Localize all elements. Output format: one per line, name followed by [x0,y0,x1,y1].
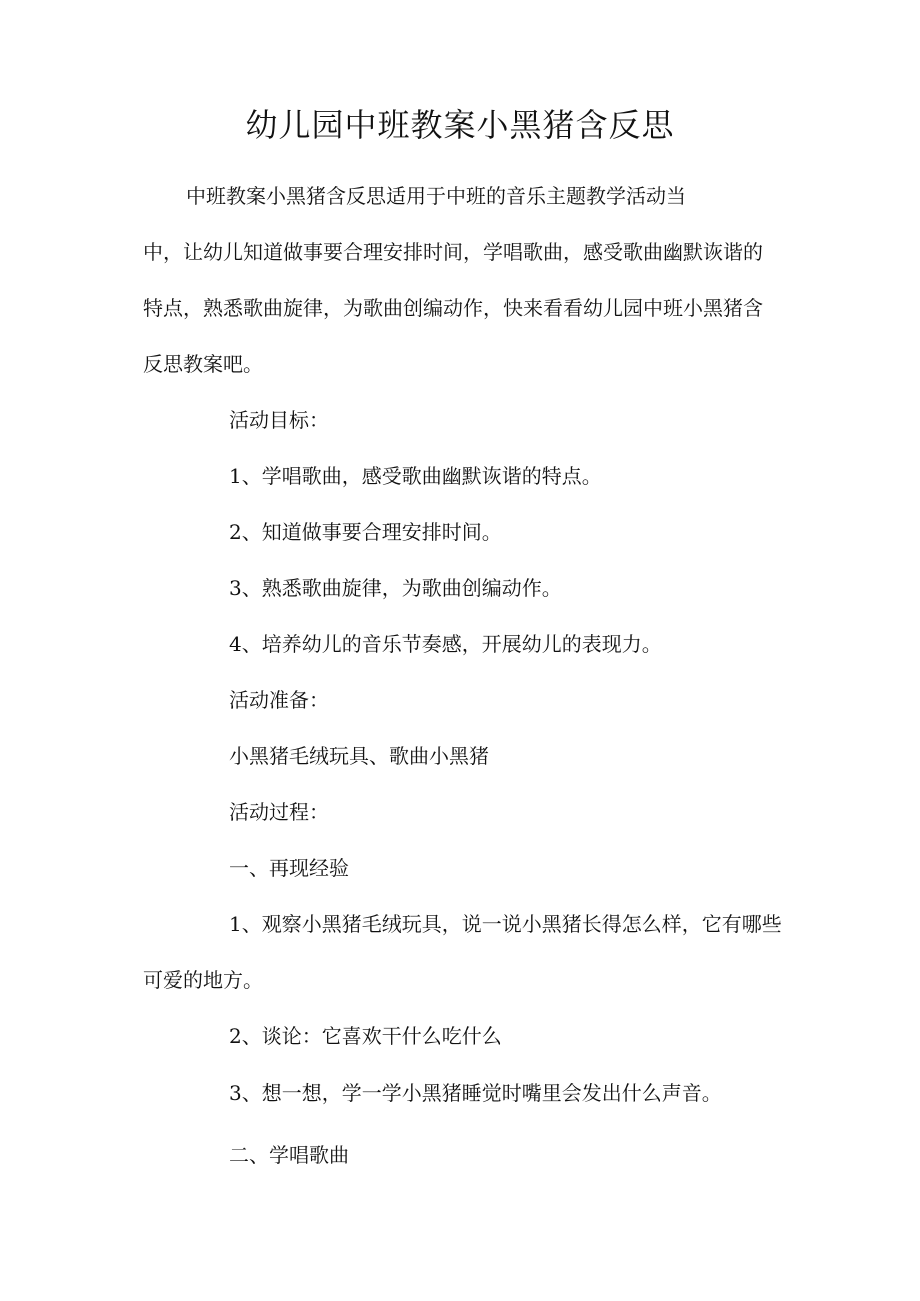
preparation-content: 小黑猪毛绒玩具、歌曲小黑猪 [229,744,489,768]
process-item-3: 3、想一想，学一学小黑猪睡觉时嘴里会发出什么声音。 [229,1081,722,1105]
intro-line-1: 中班教案小黑猪含反思适用于中班的音乐主题教学活动当 [186,184,686,208]
intro-line-2: 中，让幼儿知道做事要合理安排时间，学唱歌曲，感受歌曲幽默诙谐的 [143,240,763,264]
process-section-1-heading: 一、再现经验 [229,856,349,880]
goals-heading: 活动目标： [229,408,329,432]
intro-line-3: 特点，熟悉歌曲旋律，为歌曲创编动作，快来看看幼儿园中班小黑猪含 [143,296,763,320]
process-heading: 活动过程： [229,800,329,824]
goal-item-3: 3、熟悉歌曲旋律，为歌曲创编动作。 [229,576,562,600]
process-item-1-line-1: 1、观察小黑猪毛绒玩具，说一说小黑猪长得怎么样，它有哪些 [229,912,782,936]
goal-item-1: 1、学唱歌曲，感受歌曲幽默诙谐的特点。 [229,464,602,488]
document-title: 幼儿园中班教案小黑猪含反思 [245,106,675,144]
preparation-heading: 活动准备： [229,688,329,712]
process-item-2: 2、谈论：它喜欢干什么吃什么 [229,1024,502,1048]
process-section-2-heading: 二、学唱歌曲 [229,1143,349,1167]
goal-item-4: 4、培养幼儿的音乐节奏感，开展幼儿的表现力。 [229,632,662,656]
process-item-1-line-2: 可爱的地方。 [143,968,263,992]
goal-item-2: 2、知道做事要合理安排时间。 [229,520,502,544]
intro-line-4: 反思教案吧。 [143,352,263,376]
